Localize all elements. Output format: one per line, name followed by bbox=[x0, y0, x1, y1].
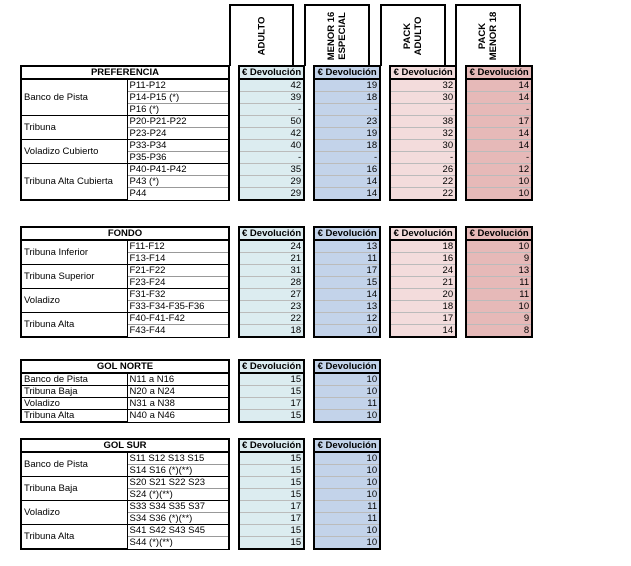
refund-value: - bbox=[466, 152, 532, 164]
table-row bbox=[21, 386, 380, 398]
sector-code: F11-F12 bbox=[127, 240, 229, 253]
refund-value: 27 bbox=[239, 289, 304, 301]
refund-value: 30 bbox=[390, 140, 456, 152]
devolucion-header: € Devolución bbox=[239, 360, 304, 373]
column-header-pack bbox=[380, 4, 446, 66]
table-row bbox=[21, 452, 380, 465]
column-gap bbox=[304, 525, 314, 537]
refund-value: 15 bbox=[239, 386, 304, 398]
refund-value: 14 bbox=[314, 188, 380, 201]
column-gap bbox=[456, 128, 466, 140]
refund-value: 38 bbox=[390, 116, 456, 128]
refund-value: 14 bbox=[466, 140, 532, 152]
refund-value: 30 bbox=[390, 92, 456, 104]
refund-value: 16 bbox=[314, 164, 380, 176]
column-gap bbox=[304, 227, 314, 240]
column-gap bbox=[380, 140, 390, 152]
refund-value: 18 bbox=[314, 140, 380, 152]
refund-value: 15 bbox=[314, 277, 380, 289]
refund-value: - bbox=[239, 152, 304, 164]
refund-value: - bbox=[390, 104, 456, 116]
refund-value: 15 bbox=[239, 477, 304, 489]
refund-value: 14 bbox=[466, 79, 532, 92]
column-gap bbox=[229, 410, 239, 423]
column-gap bbox=[304, 452, 314, 465]
table-row bbox=[21, 116, 532, 128]
section-table-fondo bbox=[20, 226, 533, 338]
refund-value: 9 bbox=[466, 313, 532, 325]
column-gap bbox=[304, 104, 314, 116]
column-gap bbox=[304, 301, 314, 313]
devolucion-header: € Devolución bbox=[314, 360, 380, 373]
refund-value: 15 bbox=[239, 373, 304, 386]
refund-value: 11 bbox=[314, 398, 380, 410]
column-gap bbox=[304, 116, 314, 128]
sector-code: S44 (*)(**) bbox=[127, 537, 229, 550]
refund-value: 42 bbox=[239, 79, 304, 92]
column-gap bbox=[229, 477, 239, 489]
column-gap bbox=[380, 313, 390, 325]
section-title: PREFERENCIA bbox=[21, 66, 229, 79]
column-gap bbox=[229, 128, 239, 140]
column-gap bbox=[380, 66, 390, 79]
column-gap bbox=[304, 253, 314, 265]
refund-value: 14 bbox=[390, 325, 456, 338]
devolucion-header: € Devolución bbox=[466, 227, 532, 240]
column-gap bbox=[380, 188, 390, 201]
column-gap bbox=[304, 140, 314, 152]
devolucion-header: € Devolución bbox=[314, 439, 380, 452]
section-title: GOL NORTE bbox=[21, 360, 229, 373]
column-gap bbox=[229, 289, 239, 301]
sector-code: P40-P41-P42 bbox=[127, 164, 229, 176]
zone-label: Tribuna Alta bbox=[21, 313, 127, 338]
column-gap bbox=[229, 253, 239, 265]
column-gap bbox=[380, 240, 390, 253]
sector-code: F23-F24 bbox=[127, 277, 229, 289]
refund-value: 42 bbox=[239, 128, 304, 140]
table-row bbox=[21, 79, 532, 92]
refund-value: 18 bbox=[390, 301, 456, 313]
column-gap bbox=[456, 140, 466, 152]
refund-value: 12 bbox=[314, 313, 380, 325]
sector-code: F13-F14 bbox=[127, 253, 229, 265]
column-gap bbox=[304, 489, 314, 501]
sector-code: S11 S12 S13 S15 bbox=[127, 452, 229, 465]
column-gap bbox=[380, 227, 390, 240]
column-gap bbox=[304, 265, 314, 277]
column-gap bbox=[304, 240, 314, 253]
column-gap bbox=[456, 152, 466, 164]
sector-code: F21-F22 bbox=[127, 265, 229, 277]
refund-value: 10 bbox=[314, 410, 380, 423]
refund-value: 10 bbox=[314, 465, 380, 477]
zone-label: Tribuna Baja bbox=[21, 386, 127, 398]
column-gap bbox=[304, 128, 314, 140]
zone-label: Voladizo bbox=[21, 289, 127, 313]
column-gap bbox=[304, 188, 314, 201]
section-table-gol-norte bbox=[20, 359, 381, 423]
column-gap bbox=[229, 360, 239, 373]
column-gap bbox=[229, 373, 239, 386]
table-row bbox=[21, 240, 532, 253]
column-gap bbox=[229, 92, 239, 104]
column-gap bbox=[456, 301, 466, 313]
column-gap bbox=[456, 164, 466, 176]
refund-value: 10 bbox=[314, 325, 380, 338]
column-gap bbox=[456, 188, 466, 201]
refund-value: 32 bbox=[390, 128, 456, 140]
table-row bbox=[21, 164, 532, 176]
column-gap bbox=[229, 301, 239, 313]
devolucion-header: € Devolución bbox=[314, 66, 380, 79]
column-gap bbox=[380, 152, 390, 164]
refund-value: 11 bbox=[466, 277, 532, 289]
column-gap bbox=[456, 79, 466, 92]
table-row bbox=[21, 313, 532, 325]
refund-value: 10 bbox=[314, 489, 380, 501]
column-gap bbox=[380, 128, 390, 140]
sector-code: S33 S34 S35 S37 bbox=[127, 501, 229, 513]
sector-code: F33-F34-F35-F36 bbox=[127, 301, 229, 313]
table-row bbox=[21, 410, 380, 423]
zone-label: Voladizo Cubierto bbox=[21, 140, 127, 164]
refund-value: 15 bbox=[239, 525, 304, 537]
table-row bbox=[21, 373, 380, 386]
column-gap bbox=[229, 313, 239, 325]
column-gap bbox=[229, 386, 239, 398]
column-gap bbox=[304, 501, 314, 513]
column-gap bbox=[304, 513, 314, 525]
refund-value: - bbox=[390, 152, 456, 164]
devolucion-header: € Devolución bbox=[390, 66, 456, 79]
sector-code: N20 a N24 bbox=[127, 386, 229, 398]
refund-value: 17 bbox=[314, 265, 380, 277]
devolucion-header: € Devolución bbox=[239, 439, 304, 452]
zone-label: Tribuna Alta bbox=[21, 525, 127, 550]
column-gap bbox=[456, 240, 466, 253]
column-gap bbox=[456, 277, 466, 289]
column-gap bbox=[304, 373, 314, 386]
refund-value: 23 bbox=[314, 116, 380, 128]
refund-value: 16 bbox=[390, 253, 456, 265]
table-row bbox=[21, 289, 532, 301]
refund-value: 10 bbox=[466, 176, 532, 188]
column-gap bbox=[304, 152, 314, 164]
table-row bbox=[21, 398, 380, 410]
refund-value: 21 bbox=[390, 277, 456, 289]
sector-code: S14 S16 (*)(**) bbox=[127, 465, 229, 477]
table-row bbox=[21, 477, 380, 489]
column-gap bbox=[456, 289, 466, 301]
column-gap bbox=[380, 79, 390, 92]
column-gap bbox=[229, 152, 239, 164]
refund-value: - bbox=[314, 152, 380, 164]
refund-value: 35 bbox=[239, 164, 304, 176]
sector-code: S20 S21 S22 S23 bbox=[127, 477, 229, 489]
refund-value: 50 bbox=[239, 116, 304, 128]
refund-value: 15 bbox=[239, 489, 304, 501]
refund-value: - bbox=[314, 104, 380, 116]
column-gap bbox=[229, 513, 239, 525]
refund-value: 40 bbox=[239, 140, 304, 152]
column-gap bbox=[380, 253, 390, 265]
column-gap bbox=[304, 465, 314, 477]
column-gap bbox=[380, 301, 390, 313]
refund-value: 10 bbox=[314, 452, 380, 465]
refund-value: 10 bbox=[466, 240, 532, 253]
column-gap bbox=[229, 489, 239, 501]
zone-label: Tribuna Alta Cubierta bbox=[21, 164, 127, 201]
column-header-adulto bbox=[229, 4, 294, 66]
column-gap bbox=[229, 465, 239, 477]
column-gap bbox=[304, 439, 314, 452]
sector-code: P23-P24 bbox=[127, 128, 229, 140]
refund-value: 15 bbox=[239, 537, 304, 550]
column-gap bbox=[380, 277, 390, 289]
column-header-packm-text: PACK MENOR 18 bbox=[477, 11, 499, 61]
refund-value: 18 bbox=[390, 240, 456, 253]
column-gap bbox=[229, 240, 239, 253]
column-gap bbox=[229, 164, 239, 176]
refund-value: 19 bbox=[314, 79, 380, 92]
refund-value: 17 bbox=[239, 501, 304, 513]
refund-value: 22 bbox=[390, 188, 456, 201]
refund-value: 13 bbox=[466, 265, 532, 277]
sector-code: F31-F32 bbox=[127, 289, 229, 301]
refund-value: - bbox=[239, 104, 304, 116]
section-title: FONDO bbox=[21, 227, 229, 240]
column-gap bbox=[304, 164, 314, 176]
column-gap bbox=[304, 289, 314, 301]
zone-label: Tribuna Superior bbox=[21, 265, 127, 289]
zone-label: Tribuna Baja bbox=[21, 477, 127, 501]
devolucion-header: € Devolución bbox=[390, 227, 456, 240]
column-gap bbox=[456, 66, 466, 79]
zone-label: Banco de Pista bbox=[21, 373, 127, 386]
column-gap bbox=[229, 398, 239, 410]
sector-code: F40-F41-F42 bbox=[127, 313, 229, 325]
devolucion-header: € Devolución bbox=[239, 66, 304, 79]
refund-value: 11 bbox=[314, 253, 380, 265]
column-gap bbox=[304, 176, 314, 188]
sector-code: N11 a N16 bbox=[127, 373, 229, 386]
column-gap bbox=[229, 525, 239, 537]
zone-label: Tribuna Alta bbox=[21, 410, 127, 423]
sector-code: S24 (*)(**) bbox=[127, 489, 229, 501]
column-gap bbox=[229, 227, 239, 240]
refund-value: 32 bbox=[390, 79, 456, 92]
refund-value: 28 bbox=[239, 277, 304, 289]
refund-value: 14 bbox=[466, 128, 532, 140]
column-gap bbox=[229, 265, 239, 277]
column-gap bbox=[304, 92, 314, 104]
column-gap bbox=[304, 277, 314, 289]
zone-label: Banco de Pista bbox=[21, 79, 127, 116]
refund-value: 14 bbox=[466, 92, 532, 104]
refund-value: 22 bbox=[390, 176, 456, 188]
refund-value: 26 bbox=[390, 164, 456, 176]
devolucion-header: € Devolución bbox=[314, 227, 380, 240]
column-gap bbox=[380, 176, 390, 188]
column-gap bbox=[229, 104, 239, 116]
column-header-pack-text: PACK ADULTO bbox=[402, 16, 424, 56]
refund-value: 19 bbox=[314, 128, 380, 140]
column-gap bbox=[229, 176, 239, 188]
column-gap bbox=[304, 386, 314, 398]
column-gap bbox=[229, 140, 239, 152]
refund-value: 10 bbox=[314, 386, 380, 398]
sector-code: S34 S36 (*)(**) bbox=[127, 513, 229, 525]
column-gap bbox=[456, 325, 466, 338]
sector-code: P20-P21-P22 bbox=[127, 116, 229, 128]
column-gap bbox=[304, 79, 314, 92]
column-gap bbox=[229, 325, 239, 338]
column-header-adulto-text: ADULTO bbox=[256, 16, 267, 56]
refund-value: 15 bbox=[239, 452, 304, 465]
refund-value: 17 bbox=[466, 116, 532, 128]
sector-code: N40 a N46 bbox=[127, 410, 229, 423]
refund-value: - bbox=[466, 104, 532, 116]
sector-code: P33-P34 bbox=[127, 140, 229, 152]
column-gap bbox=[380, 104, 390, 116]
column-header-menor16 bbox=[304, 4, 370, 66]
column-gap bbox=[380, 265, 390, 277]
column-header-menor16-text: MENOR 16 ESPECIAL bbox=[326, 11, 348, 61]
column-gap bbox=[380, 92, 390, 104]
refund-value: 23 bbox=[239, 301, 304, 313]
section-table-preferencia bbox=[20, 65, 533, 201]
sector-code: P44 bbox=[127, 188, 229, 201]
refund-value: 15 bbox=[239, 465, 304, 477]
refund-value: 14 bbox=[314, 289, 380, 301]
column-gap bbox=[304, 360, 314, 373]
refund-value: 18 bbox=[314, 92, 380, 104]
zone-label: Tribuna Inferior bbox=[21, 240, 127, 265]
refund-value: 13 bbox=[314, 240, 380, 253]
column-gap bbox=[229, 537, 239, 550]
sector-code: P14-P15 (*) bbox=[127, 92, 229, 104]
column-gap bbox=[229, 439, 239, 452]
refund-value: 11 bbox=[466, 289, 532, 301]
column-gap bbox=[304, 477, 314, 489]
zone-label: Voladizo bbox=[21, 501, 127, 525]
refund-value: 39 bbox=[239, 92, 304, 104]
refund-value: 21 bbox=[239, 253, 304, 265]
refund-value: 18 bbox=[239, 325, 304, 338]
sector-code: P11-P12 bbox=[127, 79, 229, 92]
refund-value: 10 bbox=[314, 373, 380, 386]
column-gap bbox=[456, 313, 466, 325]
refund-value: 31 bbox=[239, 265, 304, 277]
refund-value: 17 bbox=[239, 398, 304, 410]
refund-value: 17 bbox=[239, 513, 304, 525]
refund-value: 20 bbox=[390, 289, 456, 301]
devolucion-header: € Devolución bbox=[466, 66, 532, 79]
sector-code: F43-F44 bbox=[127, 325, 229, 338]
section-title: GOL SUR bbox=[21, 439, 229, 452]
column-gap bbox=[229, 79, 239, 92]
zone-label: Banco de Pista bbox=[21, 452, 127, 477]
refund-value: 10 bbox=[314, 525, 380, 537]
refund-value: 12 bbox=[466, 164, 532, 176]
column-gap bbox=[456, 227, 466, 240]
column-gap bbox=[229, 277, 239, 289]
column-gap bbox=[304, 410, 314, 423]
refund-value: 14 bbox=[314, 176, 380, 188]
refund-value: 10 bbox=[314, 537, 380, 550]
sector-code: P43 (*) bbox=[127, 176, 229, 188]
column-gap bbox=[229, 452, 239, 465]
column-gap bbox=[229, 188, 239, 201]
refund-value: 29 bbox=[239, 188, 304, 201]
section-table-gol-sur bbox=[20, 438, 381, 550]
column-gap bbox=[456, 92, 466, 104]
column-gap bbox=[229, 116, 239, 128]
refund-value: 10 bbox=[314, 477, 380, 489]
column-header-packm bbox=[455, 4, 521, 66]
sector-code: S41 S42 S43 S45 bbox=[127, 525, 229, 537]
column-gap bbox=[456, 265, 466, 277]
refund-value: 9 bbox=[466, 253, 532, 265]
devolucion-header: € Devolución bbox=[239, 227, 304, 240]
column-gap bbox=[229, 501, 239, 513]
sector-code: P35-P36 bbox=[127, 152, 229, 164]
column-gap bbox=[304, 537, 314, 550]
column-gap bbox=[456, 116, 466, 128]
column-gap bbox=[304, 325, 314, 338]
column-gap bbox=[304, 398, 314, 410]
column-gap bbox=[456, 104, 466, 116]
table-row bbox=[21, 265, 532, 277]
refund-value: 8 bbox=[466, 325, 532, 338]
refund-value: 10 bbox=[466, 301, 532, 313]
refund-value: 15 bbox=[239, 410, 304, 423]
zone-label: Tribuna bbox=[21, 116, 127, 140]
refund-value: 24 bbox=[239, 240, 304, 253]
refund-value: 11 bbox=[314, 513, 380, 525]
column-gap bbox=[380, 164, 390, 176]
column-gap bbox=[304, 313, 314, 325]
column-gap bbox=[229, 66, 239, 79]
refund-value: 10 bbox=[466, 188, 532, 201]
refund-value: 22 bbox=[239, 313, 304, 325]
refund-value: 29 bbox=[239, 176, 304, 188]
table-row bbox=[21, 140, 532, 152]
sector-code: P16 (*) bbox=[127, 104, 229, 116]
column-gap bbox=[380, 325, 390, 338]
column-gap bbox=[380, 116, 390, 128]
refund-value: 11 bbox=[314, 501, 380, 513]
column-gap bbox=[456, 253, 466, 265]
table-row bbox=[21, 525, 380, 537]
column-gap bbox=[380, 289, 390, 301]
column-gap bbox=[456, 176, 466, 188]
zone-label: Voladizo bbox=[21, 398, 127, 410]
sector-code: N31 a N38 bbox=[127, 398, 229, 410]
refund-value: 24 bbox=[390, 265, 456, 277]
refund-value: 13 bbox=[314, 301, 380, 313]
refund-value: 17 bbox=[390, 313, 456, 325]
table-row bbox=[21, 501, 380, 513]
column-gap bbox=[304, 66, 314, 79]
